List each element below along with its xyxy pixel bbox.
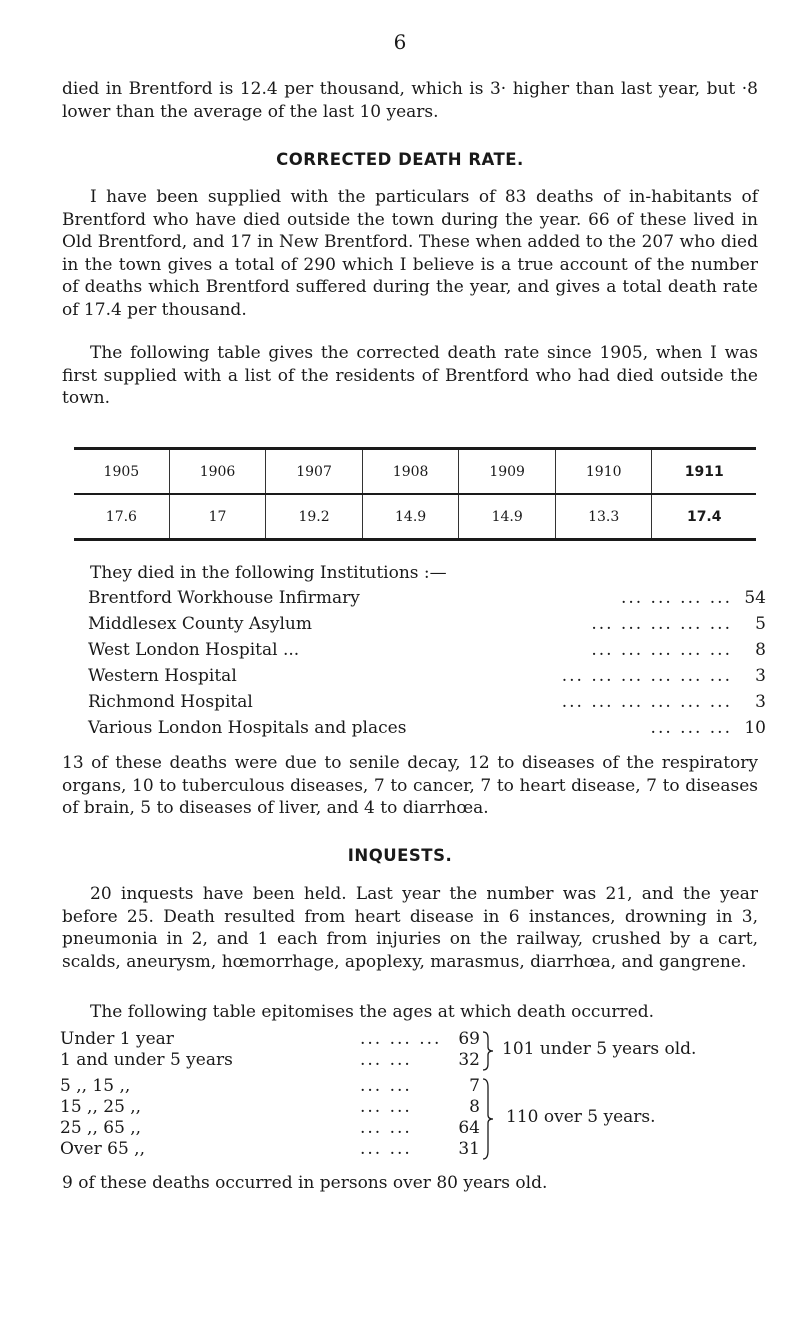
page-number: 6: [393, 30, 407, 54]
leader-dots: ... ... ... ... ... ...: [561, 666, 732, 686]
rate-cell: 19.2: [266, 494, 363, 540]
over80-paragraph: 9 of these deaths occurred in persons over 80 years old.: [62, 1173, 548, 1193]
age-count: 31: [458, 1139, 480, 1159]
institution-row: [88, 639, 766, 661]
institution-name: Richmond Hospital: [88, 692, 253, 712]
leader-dots: ... ...: [360, 1076, 412, 1096]
institution-count: 3: [755, 666, 766, 686]
leader-dots: ... ...: [360, 1050, 412, 1070]
age-row: [60, 1050, 480, 1070]
institution-name: Middlesex County Asylum: [88, 614, 312, 634]
age-count: 69: [458, 1029, 480, 1049]
year-cell: 1911: [652, 449, 756, 495]
age-row: [60, 1029, 480, 1049]
age-count: 32: [458, 1050, 480, 1070]
institution-name: Western Hospital: [88, 666, 237, 686]
rate-cell: 13.3: [555, 494, 652, 540]
year-cell: 1910: [555, 449, 652, 495]
age-label: Under 1 year: [60, 1029, 174, 1049]
leader-dots: ... ... ... ... ...: [591, 614, 732, 634]
age-label: 1 and under 5 years: [60, 1050, 233, 1070]
corrected-death-rate-heading: CORRECTED DEATH RATE.: [276, 150, 524, 169]
institution-row: [88, 691, 766, 713]
institution-name: West London Hospital ...: [88, 640, 300, 660]
year-cell: 1908: [362, 449, 459, 495]
institution-count: 5: [755, 614, 766, 634]
age-row: [60, 1118, 480, 1138]
age-label: 5 ,, 15 ,,: [60, 1076, 131, 1096]
causes-paragraph: 13 of these deaths were due to senile decay, 12 to diseases of the respiratory organs, 10 to tuberculous diseases, 7 to cancer, 7 to heart disease, 7 to diseases of brain, 5 to diseases of liver, and 4 to diarrhœa.: [62, 753, 758, 818]
ages-intro: The following table epitomises the ages at which death occurred.: [90, 1002, 654, 1022]
inquests-heading: INQUESTS.: [347, 846, 453, 865]
institution-name: Various London Hospitals and places: [88, 718, 407, 738]
age-count: 8: [469, 1097, 480, 1117]
leader-dots: ... ... ...: [360, 1029, 442, 1049]
institution-count: 8: [755, 640, 766, 660]
institution-count: 10: [744, 718, 766, 738]
year-cell: 1906: [169, 449, 266, 495]
leader-dots: ... ... ...: [650, 718, 732, 738]
institution-name: Brentford Workhouse Infirmary: [88, 588, 360, 608]
institution-count: 3: [755, 692, 766, 712]
over5-brace: [481, 1077, 495, 1161]
year-cell: 1905: [74, 449, 169, 495]
leader-dots: ... ... ... ...: [620, 588, 732, 608]
age-count: 7: [469, 1076, 480, 1096]
inquests-paragraph: 20 inquests have been held. Last year the number was 21, and the year before 25. Death resulted from heart disease in 6 instances, drowning in 3, pneumonia in 2, and 1 each from injuries on the railway, crushed by a cart, scalds, aneurysm, hœmorrhage, apoplexy, marasmus, diarrhœa, and gangrene.: [62, 884, 758, 972]
institution-count: 54: [744, 588, 766, 608]
rate-cell: 17: [169, 494, 266, 540]
year-cell: 1909: [459, 449, 556, 495]
intro-paragraph: died in Brentford is 12.4 per thousand, which is 3· higher than last year, but ·8 lower than the average of the last 10 years.: [62, 79, 758, 122]
leader-dots: ... ...: [360, 1097, 412, 1117]
death-rate-table: [74, 447, 756, 541]
leader-dots: ... ...: [360, 1139, 412, 1159]
rate-cell: 17.4: [652, 494, 756, 540]
death-rate-values-row: [74, 494, 756, 540]
under5-note: 101 under 5 years old.: [502, 1039, 697, 1059]
corrected-paragraph-1: I have been supplied with the particulars of 83 deaths of in-habitants of Brentford who have died outside the town during the year. 66 of these lived in Old Brentford, and 17 in New Brentford. These when added to the 207 who died in the town gives a total of 290 which I believe is a true account of the number of deaths which Brentford suffered during the year, and gives a total death rate of 17.4 per thousand.: [62, 187, 758, 320]
year-cell: 1907: [266, 449, 363, 495]
age-row: [60, 1139, 480, 1159]
over5-note: 110 over 5 years.: [506, 1107, 656, 1127]
age-label: 15 ,, 25 ,,: [60, 1097, 142, 1117]
corrected-paragraph-2: The following table gives the corrected death rate since 1905, when I was first supplied with a list of the residents of Brentford who had died outside the town.: [62, 343, 758, 408]
rate-cell: 14.9: [459, 494, 556, 540]
institution-row: [88, 613, 766, 635]
institution-row: [88, 665, 766, 687]
rate-cell: 17.6: [105, 508, 137, 525]
age-label: 25 ,, 65 ,,: [60, 1118, 142, 1138]
leader-dots: ... ... ... ... ... ...: [561, 692, 732, 712]
leader-dots: ... ... ... ... ...: [591, 640, 732, 660]
institutions-intro: They died in the following Institutions :—: [90, 563, 447, 583]
institution-row: [88, 587, 766, 609]
rate-cell: 14.9: [362, 494, 459, 540]
institution-row: [88, 717, 766, 739]
age-row: [60, 1097, 480, 1117]
age-count: 64: [458, 1118, 480, 1138]
age-label: Over 65 ,,: [60, 1139, 145, 1159]
age-row: [60, 1076, 480, 1096]
death-rate-years-row: [74, 449, 756, 495]
under5-brace: [481, 1030, 495, 1072]
leader-dots: ... ...: [360, 1118, 412, 1138]
